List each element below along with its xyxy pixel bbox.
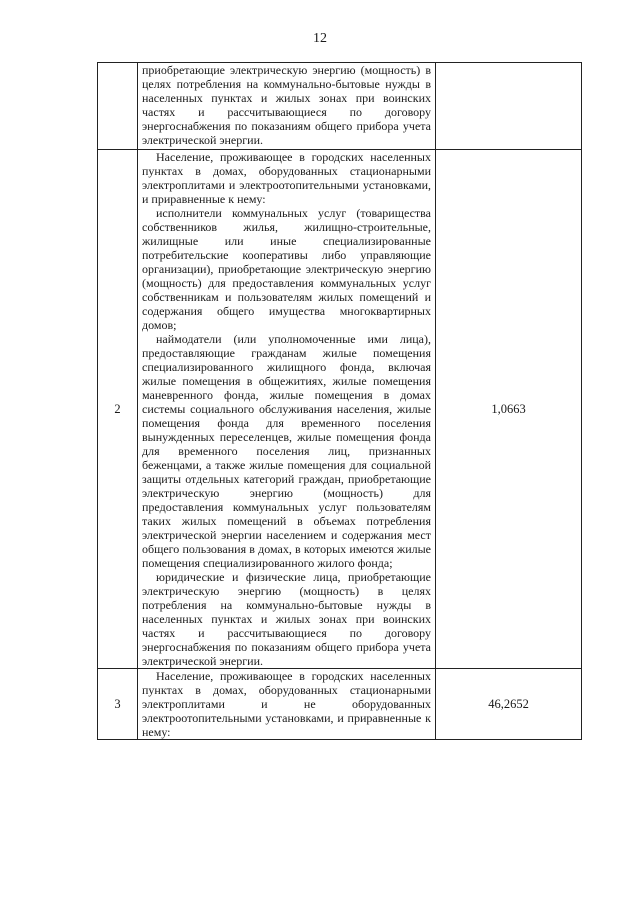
table-row <box>98 150 582 669</box>
row-number <box>98 63 138 150</box>
row-value <box>436 63 582 150</box>
paragraph: приобретающие электрическую энергию (мощность) в целях потребления на коммунально-бытовые нужды в населенных пунктах и жилых зонах при воинских частях и рассчитывающиеся по договору энергоснабжения по показаниям общего прибора учета электрической энергии. <box>142 63 431 147</box>
row-number: 2 <box>98 150 138 669</box>
row-description <box>138 150 436 669</box>
row-description <box>138 63 436 150</box>
row-value: 46,2652 <box>436 669 582 740</box>
paragraph: наймодатели (или уполномоченные ими лица), предоставляющие гражданам жилые помещения специализированного жилищного фонда, включая жилые помещения в общежитиях, жилые помещения маневренного фонда, жилые помещения в домах системы социального обслуживания населения, жилые помещения фонда для временного поселения вынужденных переселенцев, жилые помещения фонда для временного поселения лиц, признанных беженцами, а также жилые помещения для социальной защиты отдельных категорий граждан, приобретающие электрическую энергию (мощность) для предоставления коммунальных услуг пользователям таких жилых помещений в объемах потребления электрической энергии населением и содержания мест общего пользования в домах, в которых имеются жилые помещения специализированного жилого фонда; <box>142 332 431 570</box>
row-description <box>138 669 436 740</box>
paragraph: Население, проживающее в городских населенных пунктах в домах, оборудованных стационарными электроплитами и не оборудованных электроотопительными установками, и приравненные к нему: <box>142 669 431 739</box>
paragraph: Население, проживающее в городских населенных пунктах в домах, оборудованных стационарными электроплитами и электроотопительными установками, и приравненные к нему: <box>142 150 431 206</box>
row-number: 3 <box>98 669 138 740</box>
page-number: 12 <box>313 31 327 46</box>
paragraph: юридические и физические лица, приобретающие электрическую энергию (мощность) в целях потребления на коммунально-бытовые нужды в населенных пунктах и жилых зонах при воинских частях и рассчитывающиеся по договору энергоснабжения по показаниям общего прибора учета электрической энергии. <box>142 570 431 668</box>
paragraph: исполнители коммунальных услуг (товарищества собственников жилья, жилищно-строительные, жилищные или иные специализированные потребительские кооперативы либо управляющие организации), приобретающие электрическую энергию (мощность) для предоставления коммунальных услуг собственникам и пользователям жилых помещений и содержания общего имущества многоквартирных домов; <box>142 206 431 332</box>
table-row <box>98 669 582 740</box>
row-value: 1,0663 <box>436 150 582 669</box>
tariff-table <box>97 62 582 740</box>
table-row <box>98 63 582 150</box>
